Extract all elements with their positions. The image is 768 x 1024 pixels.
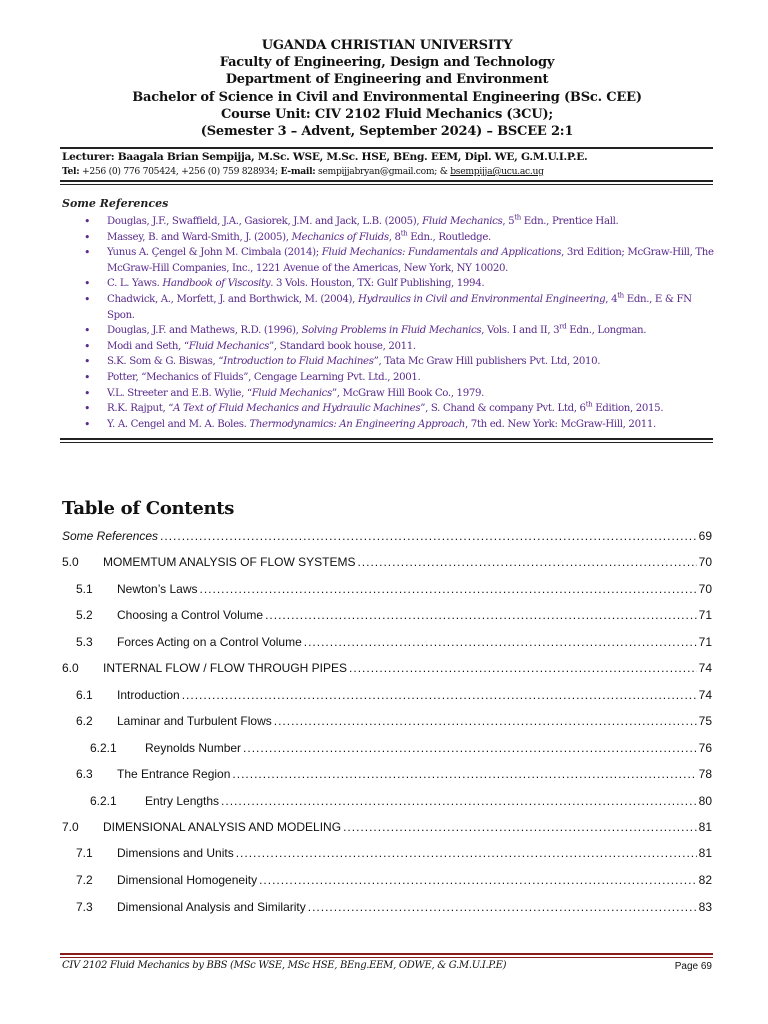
contact-divider-thick — [60, 180, 713, 182]
reference-item — [84, 214, 716, 230]
toc-entry[interactable] — [76, 712, 712, 728]
toc-dot-leader — [236, 846, 697, 860]
toc-dot-leader — [232, 767, 696, 781]
reference-text: S.K. Som & G. Biswas, “ — [107, 356, 224, 368]
reference-text: , 7th ed. New York: McGraw-Hill, 2011. — [465, 418, 656, 430]
toc-entry-label: Entry Lengths — [145, 794, 220, 808]
toc-entry-label: The Entrance Region — [117, 767, 231, 781]
toc-entry-page: 76 — [698, 741, 712, 755]
reference-title: Fluid Mechanics — [188, 340, 269, 352]
reference-item — [84, 354, 716, 370]
reference-superscript: th — [585, 400, 593, 409]
reference-text: , 4 — [605, 293, 618, 305]
toc-dot-leader — [221, 794, 697, 808]
bullet-icon: • — [84, 215, 91, 228]
footer-divider-thin — [60, 957, 713, 958]
lecturer-line: Lecturer: Baagala Brian Sempijja, M.Sc. WSE, M.Sc. HSE, BEng. EEM, Dipl. WE, G.M.U.I.P.E. — [62, 151, 588, 163]
toc-entry-page: 80 — [698, 794, 712, 808]
toc-entry-page: 71 — [698, 635, 712, 649]
reference-text: , 5 — [502, 216, 515, 227]
reference-text: ”, Standard book house, 2011. — [268, 340, 416, 352]
reference-text: Edn., E & FN Spon. — [107, 293, 692, 321]
bullet-icon: • — [84, 386, 91, 400]
toc-entry-label: INTERNAL FLOW / FLOW THROUGH PIPES — [103, 661, 348, 675]
programme-name: Bachelor of Science in Civil and Environmental Engineering (BSc. CEE) — [132, 89, 642, 105]
reference-text: Edn., Longman. — [566, 325, 647, 337]
header-divider — [60, 147, 713, 149]
reference-item — [84, 370, 716, 386]
toc-dot-leader — [357, 555, 696, 569]
toc-entry[interactable] — [76, 844, 712, 860]
document-header — [62, 37, 712, 140]
reference-superscript: th — [617, 291, 624, 300]
toc-entry-number: 5.3 — [76, 635, 93, 649]
reference-item — [84, 245, 716, 276]
faculty-name: Faculty of Engineering, Design and Technology — [219, 55, 555, 71]
bullet-icon: • — [84, 417, 91, 431]
reference-text: Edn., Routledge. — [407, 231, 491, 243]
reference-text: Y. A. Cengel and M. A. Boles. — [107, 418, 250, 430]
toc-entry-page: 81 — [698, 846, 712, 860]
reference-text: Modi and Seth, “ — [107, 340, 189, 352]
toc-entry-number: 6.2.1 — [90, 794, 117, 808]
toc-dot-leader — [265, 608, 697, 622]
reference-text: R.K. Rajput, “ — [107, 403, 174, 415]
toc-entry[interactable] — [62, 818, 712, 834]
toc-entry[interactable] — [76, 580, 712, 596]
reference-title: Hydraulics in Civil and Environmental Engineering — [357, 293, 606, 305]
toc-entry[interactable] — [90, 792, 712, 808]
toc-entry-label: Dimensional Analysis and Similarity — [117, 900, 306, 914]
email-primary[interactable]: sempijjabryan@gmail.com; — [318, 166, 438, 177]
reference-item — [84, 276, 716, 292]
toc-entry-label: Dimensions and Units — [117, 846, 234, 860]
toc-entry-number: 7.2 — [76, 873, 93, 887]
reference-text: , 8 — [388, 231, 401, 243]
toc-title: Table of Contents — [62, 498, 235, 519]
toc-entry-page: 75 — [698, 714, 712, 728]
reference-superscript: th — [514, 213, 521, 222]
tel-numbers: +256 (0) 776 705424, +256 (0) 759 828934; — [81, 166, 278, 177]
reference-text: ”, S. Chand & company Pvt. Ltd, 6 — [420, 403, 586, 415]
toc-entry[interactable] — [90, 739, 712, 755]
toc-entry-page: 78 — [698, 767, 712, 781]
toc-dot-leader — [182, 688, 697, 702]
reference-title: Fluid Mechanics: Fundamentals and Applications — [321, 247, 562, 259]
reference-text: , 3rd Edition; McGraw-Hill, The McGraw-Hill Companies, Inc., 1221 Avenue of the Americas, New York, NY 10020. — [107, 247, 714, 274]
email-secondary[interactable]: bsempijja@ucu.ac.ug — [450, 166, 544, 177]
email-label: E-mail: — [280, 166, 316, 177]
toc-dot-leader — [199, 582, 696, 596]
course-unit: Course Unit: CIV 2102 Fluid Mechanics (3CU); — [220, 106, 554, 122]
toc-entry-page: 83 — [698, 900, 712, 914]
tel-label: Tel: — [62, 166, 80, 177]
toc-dot-leader — [274, 714, 697, 728]
toc-entry-page: 70 — [698, 555, 712, 569]
toc-entry-number: 5.1 — [76, 582, 93, 596]
bullet-icon: • — [84, 402, 91, 416]
toc-entry-label: Newton’s Laws — [117, 582, 198, 596]
bullet-icon: • — [84, 246, 91, 260]
toc-entry-label: MOMEMTUM ANALYSIS OF FLOW SYSTEMS — [103, 555, 356, 569]
toc-entry[interactable] — [62, 527, 712, 543]
toc-entry-label: Some References — [62, 529, 159, 543]
toc-dot-leader — [243, 741, 697, 755]
bullet-icon: • — [84, 370, 91, 384]
reference-text: Chadwick, A., Morfett, J. and Borthwick, M. (2004), — [107, 293, 358, 305]
toc-entry-page: 70 — [698, 582, 712, 596]
toc-entry[interactable] — [76, 633, 712, 649]
toc-entry[interactable] — [76, 765, 712, 781]
reference-text: Edition, 2015. — [592, 403, 664, 415]
bullet-icon: • — [84, 339, 91, 353]
university-name: UGANDA CHRISTIAN UNIVERSITY — [261, 38, 513, 53]
reference-text: Douglas, J.F. and Mathews, R.D. (1996), — [107, 325, 302, 337]
email-amp: & — [439, 166, 448, 177]
toc-entry-label: Forces Acting on a Control Volume — [117, 635, 302, 649]
toc-dot-leader — [343, 820, 697, 834]
toc-entry-number: 5.2 — [76, 608, 93, 622]
footer-course-info: CIV 2102 Fluid Mechanics by BBS (MSc WSE, MSc HSE, BEng.EEM, ODWE, & G.M.U.I.P.E) — [62, 960, 507, 971]
toc-entry-page: 82 — [698, 873, 712, 887]
reference-text: Edn., Prentice Hall. — [520, 216, 619, 227]
toc-entry-label: Introduction — [117, 688, 180, 702]
toc-entry[interactable] — [76, 871, 712, 887]
toc-entry-number: 6.2.1 — [90, 741, 117, 755]
reference-title: Solving Problems in Fluid Mechanics — [301, 325, 482, 337]
reference-title: Fluid Mechanics — [422, 216, 503, 227]
reference-item — [84, 386, 716, 402]
reference-item — [84, 417, 716, 433]
reference-title: Introduction to Fluid Machines — [223, 356, 374, 368]
toc-entry[interactable] — [76, 606, 712, 622]
toc-entry-number: 6.0 — [62, 661, 79, 675]
toc-entry[interactable] — [62, 659, 712, 675]
toc-entry-number: 6.3 — [76, 767, 93, 781]
contact-line — [62, 166, 544, 177]
reference-item — [84, 292, 716, 323]
toc-entry-number: 7.0 — [62, 820, 79, 834]
reference-text: Douglas, J.F., Swaffield, J.A., Gasiorek, J.M. and Jack, L.B. (2005), — [107, 216, 423, 227]
toc-dot-leader — [308, 900, 697, 914]
toc-entry-page: 71 — [698, 608, 712, 622]
reference-text: ”, McGraw Hill Book Co., 1979. — [331, 387, 484, 399]
reference-text: , Vols. I and II, 3 — [481, 325, 560, 337]
reference-title: A Text of Fluid Mechanics and Hydraulic Machines — [173, 403, 421, 415]
references-heading: Some References — [62, 197, 169, 210]
bullet-icon: • — [84, 230, 91, 244]
reference-text: . 3 Vols. Houston, TX: Gulf Publishing, 1994. — [270, 278, 485, 290]
toc-dot-leader — [259, 873, 697, 887]
toc-entry[interactable] — [76, 686, 712, 702]
bullet-icon: • — [84, 355, 91, 369]
reference-text: Massey, B. and Ward-Smith, J. (2005), — [107, 231, 292, 243]
reference-title: Thermodynamics: An Engineering Approach — [249, 418, 465, 430]
toc-entry-label: Choosing a Control Volume — [117, 608, 264, 622]
reference-title: Handbook of Viscosity — [162, 278, 271, 290]
reference-text: C. L. Yaws. — [107, 278, 163, 290]
toc-entry-page: 74 — [698, 661, 712, 675]
toc-dot-leader — [304, 635, 697, 649]
reference-superscript: rd — [559, 322, 567, 331]
toc-entry-page: 81 — [698, 820, 712, 834]
toc-entry[interactable] — [62, 553, 712, 569]
contact-divider-thin — [60, 184, 713, 185]
toc-entry-label: DIMENSIONAL ANALYSIS AND MODELING — [103, 820, 342, 834]
reference-title: Mechanics of Fluids — [291, 231, 389, 243]
reference-title: Fluid Mechanics — [251, 387, 332, 399]
toc-entry-number: 7.1 — [76, 846, 93, 860]
reference-text: V.L. Streeter and E.B. Wylie, “ — [107, 387, 252, 399]
department-name: Department of Engineering and Environment — [225, 72, 549, 88]
footer-divider-thick — [60, 953, 713, 955]
toc-entry-number: 6.1 — [76, 688, 93, 702]
references-divider-thick — [60, 438, 713, 440]
toc-entry-page: 74 — [698, 688, 712, 702]
reference-item — [84, 230, 716, 246]
toc-entry-label: Reynolds Number — [145, 741, 242, 755]
references-list — [84, 214, 716, 432]
toc-dot-leader — [349, 661, 697, 675]
reference-item — [84, 401, 716, 417]
reference-text: ”, Tata Mc Graw Hill publishers Pvt. Ltd, 2010. — [373, 356, 601, 368]
bullet-icon: • — [84, 292, 91, 306]
toc-entry-number: 5.0 — [62, 555, 79, 569]
toc-dot-leader — [160, 529, 697, 543]
reference-item — [84, 323, 716, 339]
reference-text: Potter, “Mechanics of Fluids”, Cengage Learning Pvt. Ltd., 2001. — [107, 371, 421, 383]
bullet-icon: • — [84, 324, 91, 338]
toc-entry-number: 7.3 — [76, 900, 93, 914]
reference-superscript: th — [400, 229, 408, 238]
toc-entry-page: 69 — [698, 529, 712, 543]
semester-line: (Semester 3 – Advent, September 2024) – BSCEE 2:1 — [200, 124, 574, 140]
toc-entry-label: Laminar and Turbulent Flows — [117, 714, 272, 728]
footer-page-number: Page 69 — [674, 961, 712, 972]
reference-text: Yunus A. Çengel & John M. Cimbala (2014); — [107, 247, 322, 259]
reference-item — [84, 339, 716, 355]
toc-entry-number: 6.2 — [76, 714, 93, 728]
toc-entry[interactable] — [76, 898, 712, 914]
references-divider-thin — [60, 442, 713, 443]
bullet-icon: • — [84, 277, 91, 291]
toc-entry-label: Dimensional Homogeneity — [117, 873, 258, 887]
